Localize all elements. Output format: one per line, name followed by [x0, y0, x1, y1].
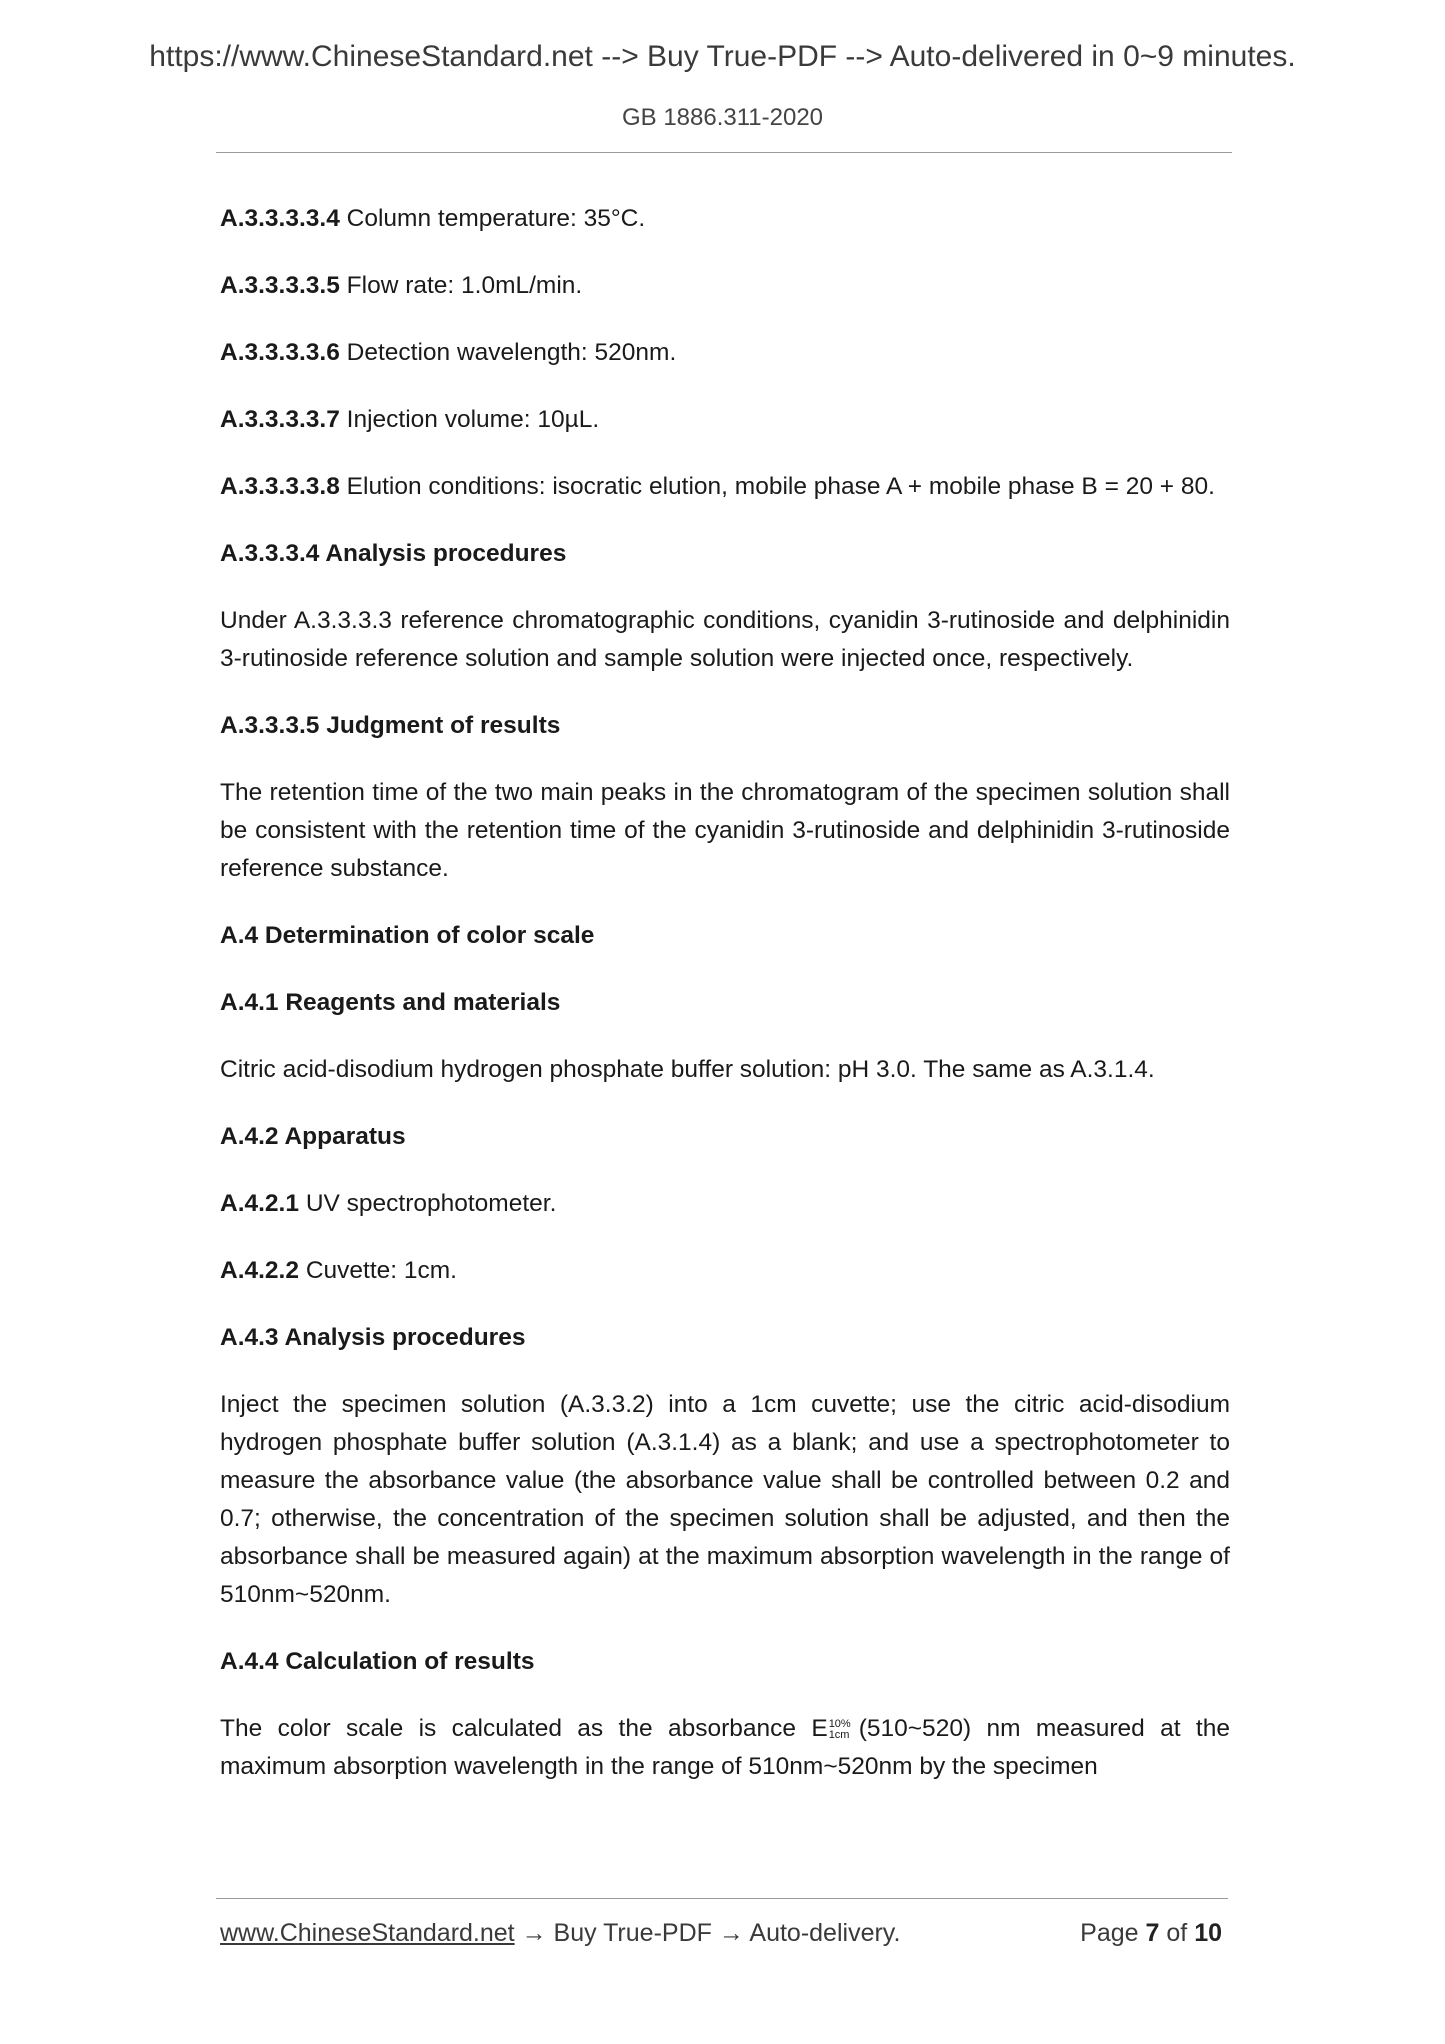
- top-banner: https://www.ChineseStandard.net --> Buy True-PDF --> Auto-delivered in 0~9 minutes.: [149, 40, 1296, 73]
- paragraph-analysis-procedures: Under A.3.3.3.3 reference chromatographic conditions, cyanidin 3-rutinoside and delphinidin 3-rutinoside reference solution and sample solution were injected once, respectively.: [220, 607, 1230, 672]
- page-label: Page: [1080, 1919, 1139, 1947]
- footer-site-link[interactable]: www.ChineseStandard.net: [220, 1919, 515, 1947]
- footer-divider: [216, 1898, 1228, 1899]
- document-code: GB 1886.311-2020: [621, 104, 824, 131]
- clause-number: A.3.3.3.3.6: [220, 339, 340, 366]
- page-footer: [220, 1919, 1230, 1948]
- clause-a421: [220, 1185, 1230, 1223]
- section-heading-analysis-procedures: A.3.3.3.4 Analysis procedures: [220, 540, 567, 567]
- clause-number: A.3.3.3.3.7: [220, 406, 340, 433]
- clause-text: Elution conditions: isocratic elution, mobile phase A + mobile phase B = 20 + 80.: [346, 473, 1215, 500]
- absorbance-subscript: 1cm: [828, 1728, 850, 1741]
- clause-a333336: [220, 334, 1230, 372]
- page-of-label: of: [1166, 1919, 1188, 1947]
- clause-text: Column temperature: 35°C.: [346, 205, 646, 232]
- clause-text: Detection wavelength: 520nm.: [346, 339, 677, 366]
- absorbance-index: [829, 1719, 851, 1741]
- calculation-text-start: The color scale is calculated as the absorbance E: [220, 1715, 828, 1742]
- clause-number: A.3.3.3.3.8: [220, 473, 340, 500]
- paragraph-judgment-of-results: The retention time of the two main peaks in the chromatogram of the specimen solution shall be consistent with the retention time of the cyanidin 3-rutinoside and delphinidin 3-rutinoside reference substance.: [220, 779, 1230, 882]
- page-indicator: [1080, 1919, 1222, 1948]
- absorbance-superscript: 10%: [828, 1717, 851, 1730]
- section-heading-reagents: A.4.1 Reagents and materials: [220, 989, 561, 1016]
- section-heading-judgment-of-results: A.3.3.3.5 Judgment of results: [220, 712, 561, 739]
- clause-a333334: [220, 200, 1230, 238]
- clause-text: Cuvette: 1cm.: [305, 1257, 457, 1284]
- document-body: [220, 200, 1230, 1815]
- clause-a422: [220, 1252, 1230, 1290]
- paragraph-reagents: Citric acid-disodium hydrogen phosphate buffer solution: pH 3.0. The same as A.3.1.4.: [220, 1056, 1155, 1083]
- clause-number: A.3.3.3.3.5: [220, 272, 340, 299]
- section-heading-analysis-procedures-a43: A.4.3 Analysis procedures: [220, 1324, 526, 1351]
- section-heading-calculation: A.4.4 Calculation of results: [220, 1648, 535, 1675]
- clause-number: A.4.2.1: [220, 1190, 299, 1217]
- header-divider: [216, 152, 1232, 153]
- clause-number: A.3.3.3.3.4: [220, 205, 340, 232]
- clause-a333335: [220, 267, 1230, 305]
- clause-text: Flow rate: 1.0mL/min.: [346, 272, 583, 299]
- clause-text: UV spectrophotometer.: [305, 1190, 557, 1217]
- section-heading-apparatus: A.4.2 Apparatus: [220, 1123, 406, 1150]
- calculation-text-end: (510~520) nm measured at the maximum absorption wavelength in the range of 510nm~520nm by the specimen: [220, 1715, 1230, 1780]
- paragraph-measurement: Inject the specimen solution (A.3.3.2) into a 1cm cuvette; use the citric acid-disodium hydrogen phosphate buffer solution (A.3.1.4) as a blank; and use a spectrophotometer to measure the absorbance value (the absorbance value shall be controlled between 0.2 and 0.7; otherwise, the concentration of the specimen solution shall be adjusted, and then the absorbance shall be measured again) at the maximum absorption wavelength in the range of 510nm~520nm.: [220, 1391, 1230, 1608]
- clause-a333338: [220, 468, 1230, 506]
- paragraph-calculation: [220, 1710, 1230, 1786]
- clause-number: A.4.2.2: [220, 1257, 299, 1284]
- page-number: 7: [1145, 1919, 1160, 1947]
- clause-a333337: [220, 401, 1230, 439]
- page-total: 10: [1194, 1919, 1222, 1947]
- section-heading-color-scale: A.4 Determination of color scale: [220, 922, 595, 949]
- clause-text: Injection volume: 10µL.: [346, 406, 600, 433]
- footer-tagline: → Buy True-PDF → Auto-delivery.: [514, 1919, 901, 1947]
